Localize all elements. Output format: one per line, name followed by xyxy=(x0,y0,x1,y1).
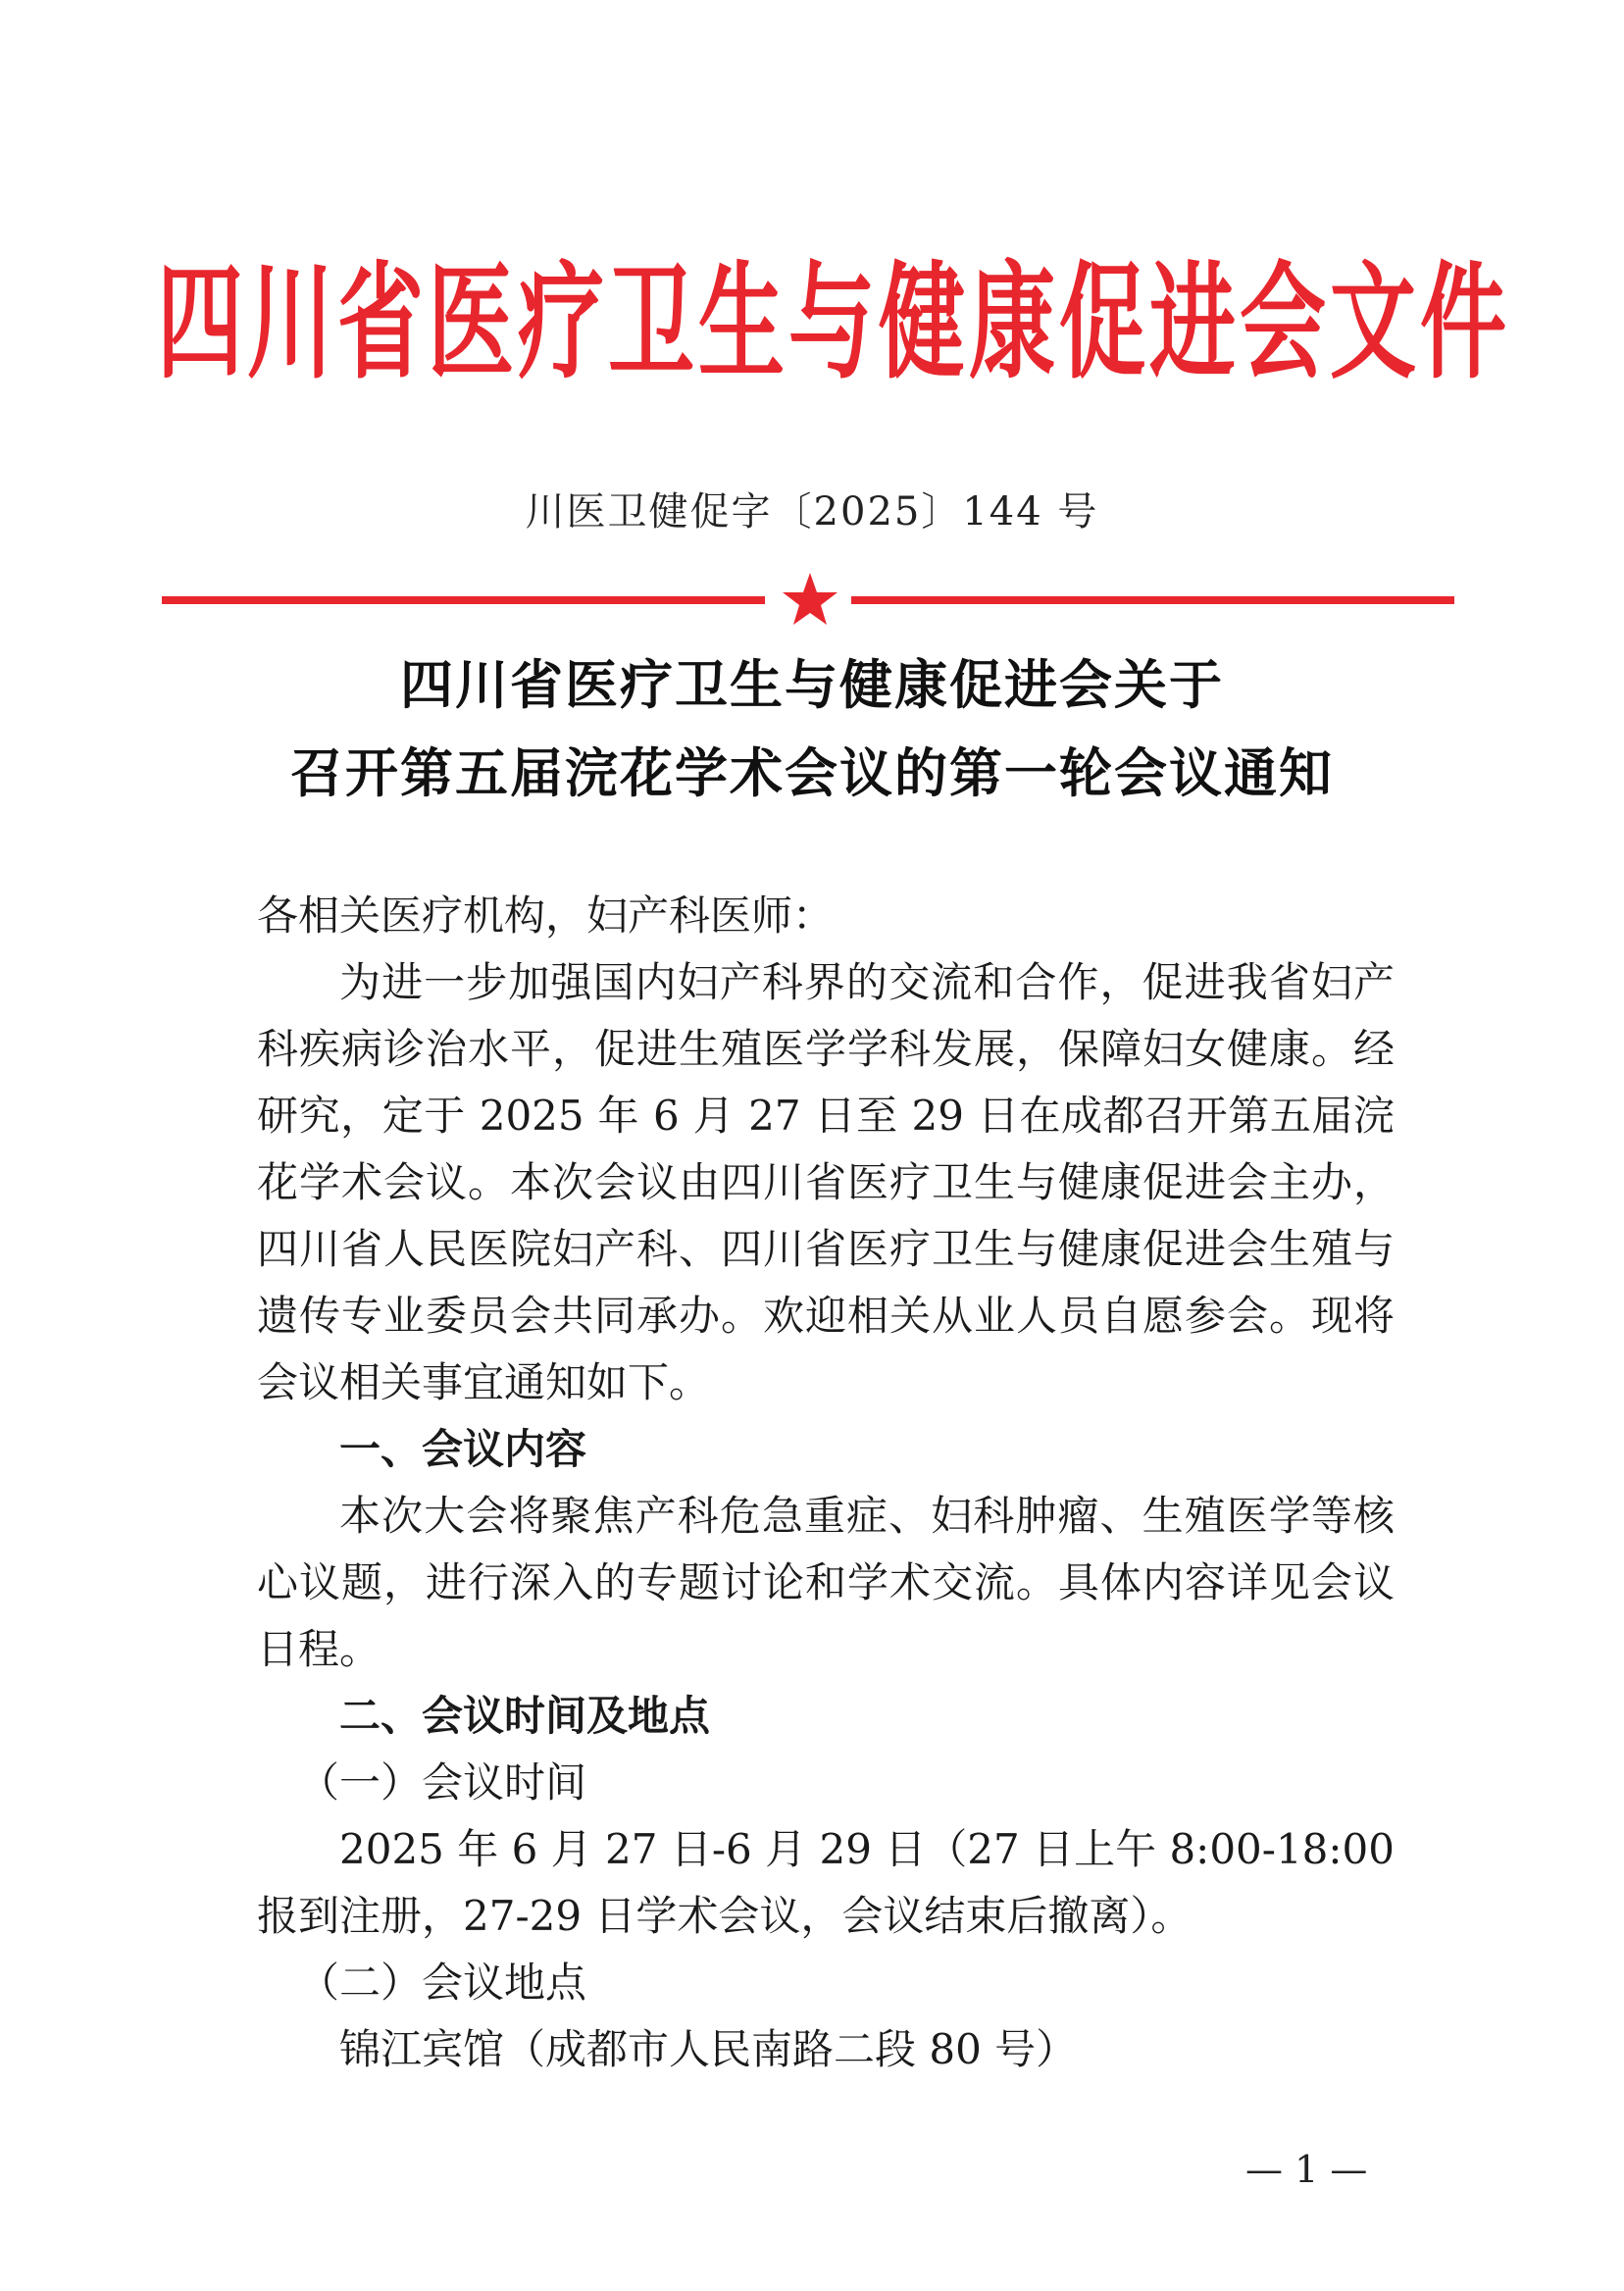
time-paragraph: 2025 年 6 月 27 日-6 月 29 日（27 日上午 8:00-18:00 报到注册，27-29 日学术会议，会议结束后撤离）。 xyxy=(257,1825,1395,1940)
section-heading-content: 一、会议内容 xyxy=(339,1425,587,1473)
page-number: — 1 — xyxy=(1245,2148,1368,2191)
notice-body xyxy=(257,883,1395,2083)
red-divider-left xyxy=(162,596,765,604)
intro-paragraph: 为进一步加强国内妇产科界的交流和合作，促进我省妇产科疾病诊治水平，促进生殖医学学科发展，保障妇女健康。经研究，定于 2025 年 6 月 27 日至 29 日在成都召开第五届浣花学术会议。本次会议由四川省医疗卫生与健康促进会主办，四川省人民医院妇产科、四川省医疗卫生与健康促进会生殖与遗传专业委员会共同承办。欢迎相关从业人员自愿参会。现将会议相关事宜通知如下。 xyxy=(257,958,1395,1406)
subheading-place: （二）会议地点 xyxy=(298,1959,587,2007)
place-paragraph: 锦江宾馆（成都市人民南路二段 80 号） xyxy=(339,2025,1078,2073)
red-star-icon xyxy=(781,569,839,628)
notice-title-line-2: 召开第五届浣花学术会议的第一轮会议通知 xyxy=(290,742,1334,804)
document-number: 川医卫健促字〔2025〕144 号 xyxy=(525,489,1099,535)
red-divider-right xyxy=(851,596,1454,604)
salutation: 各相关医疗机构，妇产科医师： xyxy=(257,891,835,940)
section-heading-time-place: 二、会议时间及地点 xyxy=(339,1692,711,1740)
masthead-title: 四川省医疗卫生与健康促进会文件 xyxy=(157,249,1511,396)
notice-title-line-1: 四川省医疗卫生与健康促进会关于 xyxy=(400,654,1224,716)
subheading-time: （一）会议时间 xyxy=(298,1758,587,1807)
section-content-paragraph: 本次大会将聚焦产科危急重症、妇科肿瘤、生殖医学等核心议题，进行深入的专题讨论和学术交流。具体内容详见会议日程。 xyxy=(257,1492,1395,1673)
